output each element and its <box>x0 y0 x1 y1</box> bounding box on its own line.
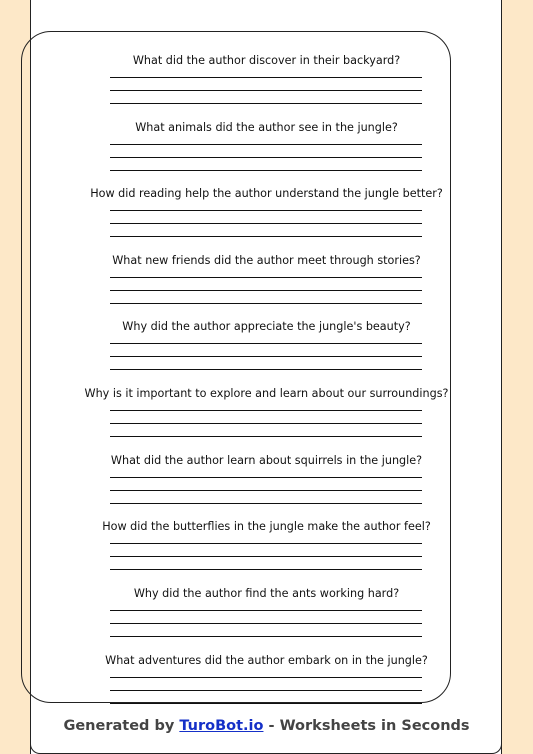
question-item <box>0 187 533 247</box>
question-text: What new friends did the author meet through stories? <box>112 254 421 267</box>
question-text: Why did the author find the ants working hard? <box>133 587 400 600</box>
answer-line[interactable] <box>110 303 422 304</box>
question-item <box>0 454 533 514</box>
question-text: What adventures did the author embark on in the jungle? <box>105 654 428 667</box>
answer-line[interactable] <box>110 436 422 437</box>
question-text: Why did the author appreciate the jungle's beauty? <box>122 320 411 333</box>
footer <box>0 718 533 734</box>
answer-line[interactable] <box>110 170 422 171</box>
answer-line[interactable] <box>110 77 422 78</box>
answer-line[interactable] <box>110 157 422 158</box>
footer-prefix: Generated by <box>63 718 180 734</box>
question-item <box>0 520 533 580</box>
answer-line[interactable] <box>110 210 422 211</box>
footer-suffix: - Worksheets in Seconds <box>263 718 470 734</box>
answer-line[interactable] <box>110 636 422 637</box>
answer-line[interactable] <box>110 103 422 104</box>
question-text: How did reading help the author understand the jungle better? <box>90 187 443 200</box>
answer-line[interactable] <box>110 343 422 344</box>
page-bottom-border <box>30 734 502 754</box>
question-text: How did the butterflies in the jungle make the author feel? <box>102 520 431 533</box>
question-item <box>0 121 533 181</box>
question-item <box>0 254 533 314</box>
answer-line[interactable] <box>110 410 422 411</box>
answer-line[interactable] <box>110 369 422 370</box>
answer-line[interactable] <box>110 223 422 224</box>
answer-line[interactable] <box>110 503 422 504</box>
answer-line[interactable] <box>110 543 422 544</box>
answer-line[interactable] <box>110 610 422 611</box>
answer-line[interactable] <box>110 623 422 624</box>
answer-line[interactable] <box>110 556 422 557</box>
question-item <box>0 320 533 380</box>
answer-line[interactable] <box>110 423 422 424</box>
answer-line[interactable] <box>110 144 422 145</box>
answer-line[interactable] <box>110 677 422 678</box>
answer-line[interactable] <box>110 477 422 478</box>
question-item <box>0 387 533 447</box>
question-text: What did the author learn about squirrels in the jungle? <box>110 454 423 467</box>
answer-line[interactable] <box>110 90 422 91</box>
answer-line[interactable] <box>110 356 422 357</box>
question-item <box>0 654 533 714</box>
answer-line[interactable] <box>110 703 422 704</box>
answer-line[interactable] <box>110 236 422 237</box>
answer-line[interactable] <box>110 569 422 570</box>
question-text: What did the author discover in their backyard? <box>132 54 401 67</box>
answer-line[interactable] <box>110 277 422 278</box>
question-text: What animals did the author see in the jungle? <box>135 121 398 134</box>
question-item <box>0 587 533 647</box>
brand-link[interactable]: TuroBot.io <box>179 718 264 734</box>
question-item <box>0 54 533 114</box>
answer-line[interactable] <box>110 490 422 491</box>
question-text: Why is it important to explore and learn about our surroundings? <box>84 387 449 400</box>
answer-line[interactable] <box>110 690 422 691</box>
answer-line[interactable] <box>110 290 422 291</box>
